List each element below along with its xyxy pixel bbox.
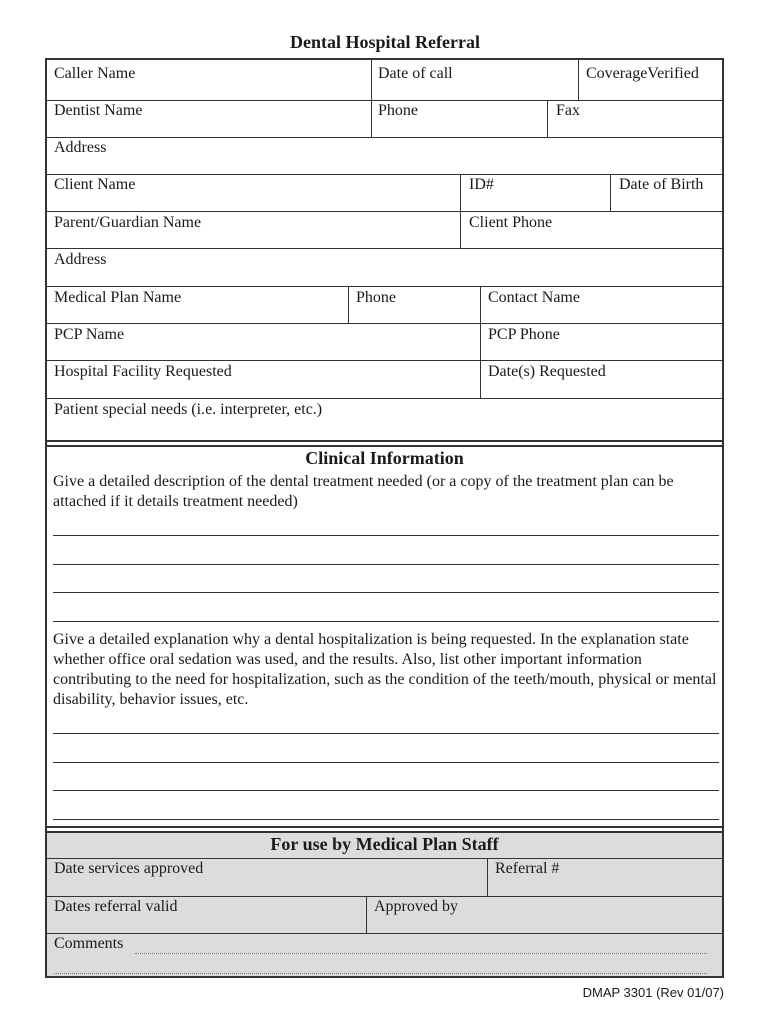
client-address-label: Address (54, 251, 107, 268)
divider (480, 323, 481, 360)
id-label: ID# (469, 176, 494, 193)
pcp-phone-label: PCP Phone (488, 326, 560, 343)
contact-name-label: Contact Name (488, 289, 580, 306)
row-divider (47, 360, 722, 361)
row-divider (47, 174, 722, 175)
section-divider (47, 440, 722, 447)
parent-guardian-label: Parent/Guardian Name (54, 214, 202, 231)
referral-number-label: Referral # (495, 860, 560, 877)
row-divider (47, 100, 722, 101)
row-divider (47, 211, 722, 212)
write-line[interactable] (53, 564, 719, 565)
comments-line[interactable] (135, 953, 707, 954)
write-line[interactable] (53, 819, 719, 820)
page-title: Dental Hospital Referral (290, 32, 480, 52)
special-needs-label: Patient special needs (i.e. interpreter, etc.) (54, 401, 323, 418)
client-name-label: Client Name (54, 176, 136, 193)
write-line[interactable] (53, 733, 719, 734)
write-line[interactable] (53, 621, 719, 622)
row-divider (47, 933, 722, 934)
staff-heading: For use by Medical Plan Staff (270, 834, 499, 854)
comments-line[interactable] (54, 973, 707, 974)
clinical-prompt-2: Give a detailed explanation why a dental hospitalization is being requested. In the explanation state whether office oral sedation was used, and the results. Also, list other important information contributing to the need for hospitalization, such as the condition of the teeth/mouth, physical or mental disability, behavior issues, etc. (53, 631, 717, 708)
write-line[interactable] (53, 762, 719, 763)
pcp-name-label: PCP Name (54, 326, 125, 343)
dates-referral-valid-label: Dates referral valid (54, 898, 178, 915)
row-divider (47, 248, 722, 249)
write-line[interactable] (53, 592, 719, 593)
divider (487, 858, 488, 896)
dentist-name-label: Dentist Name (54, 102, 143, 119)
referral-form (45, 58, 724, 978)
approved-by-label: Approved by (374, 898, 458, 915)
row-divider (47, 398, 722, 399)
plan-phone-label: Phone (356, 289, 396, 306)
hospital-facility-label: Hospital Facility Requested (54, 363, 232, 380)
row-divider (47, 137, 722, 138)
form-number: DMAP 3301 (Rev 01/07) (582, 985, 724, 1000)
section-divider (47, 826, 722, 833)
divider (366, 896, 367, 933)
row-divider (47, 323, 722, 324)
divider (480, 286, 481, 323)
write-line[interactable] (53, 790, 719, 791)
divider (480, 360, 481, 398)
clinical-prompt-1: Give a detailed description of the dental treatment needed (or a copy of the treatment plan can be attached if it details treatment needed) (53, 473, 674, 510)
row-divider (47, 896, 722, 897)
comments-label: Comments (54, 935, 124, 952)
date-services-approved-label: Date services approved (54, 860, 204, 877)
divider (460, 174, 461, 211)
dentist-phone-label: Phone (378, 102, 418, 119)
clinical-heading: Clinical Information (305, 448, 464, 468)
divider (371, 100, 372, 137)
write-line[interactable] (53, 535, 719, 536)
divider (460, 211, 461, 248)
dates-requested-label: Date(s) Requested (488, 363, 606, 380)
medical-plan-name-label: Medical Plan Name (54, 289, 182, 306)
date-of-birth-label: Date of Birth (619, 176, 704, 193)
divider (547, 100, 548, 137)
divider (348, 286, 349, 323)
coverage-verified-label: CoverageVerified (586, 65, 699, 82)
staff-section (47, 833, 722, 976)
divider (371, 60, 372, 100)
caller-name-label: Caller Name (54, 65, 136, 82)
date-of-call-label: Date of call (378, 65, 453, 82)
row-divider (47, 286, 722, 287)
client-phone-label: Client Phone (469, 214, 553, 231)
divider (578, 60, 579, 100)
divider (610, 174, 611, 211)
fax-label: Fax (556, 102, 580, 119)
dentist-address-label: Address (54, 139, 107, 156)
row-divider (47, 858, 722, 859)
